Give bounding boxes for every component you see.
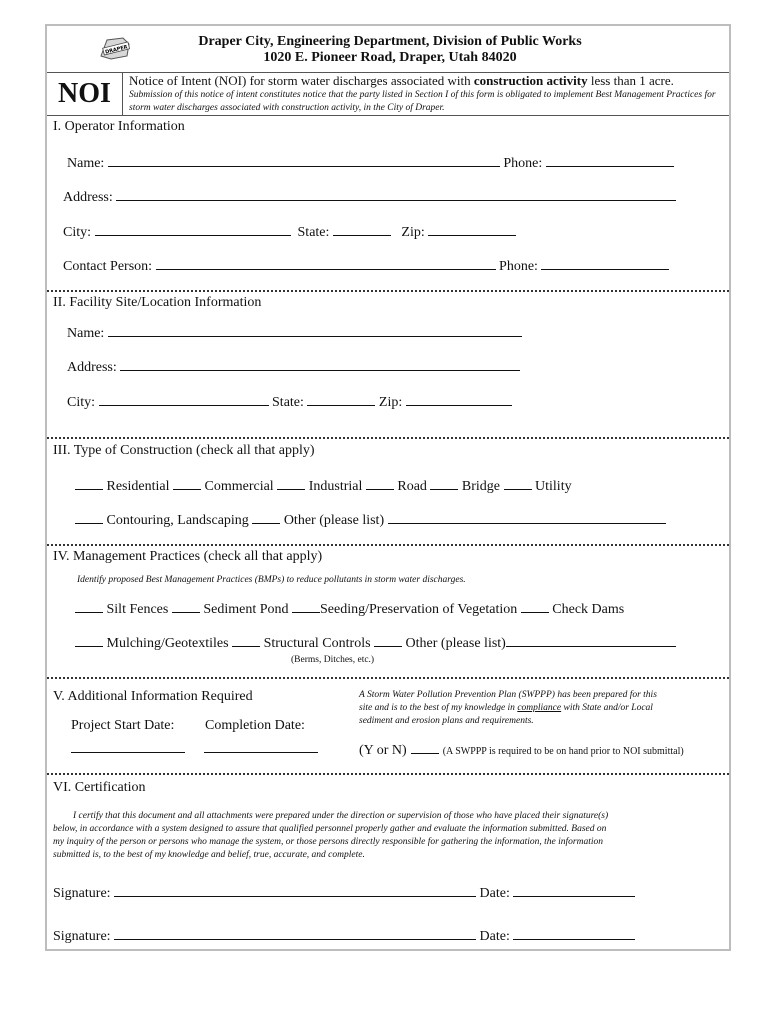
sediment-pond-label: Sediment Pond: [203, 602, 289, 617]
contouring-label: Contouring, Landscaping: [106, 513, 249, 528]
industrial-checkbox[interactable]: [277, 477, 305, 490]
commercial-checkbox[interactable]: [173, 477, 201, 490]
contact-phone-field[interactable]: [541, 257, 669, 270]
bmp-instruction: Identify proposed Best Management Practices (BMPs) to reduce pollutants in storm water discharges.: [77, 575, 466, 585]
certification-line-3: my inquiry of the person or persons who manage the system, or those persons directly responsible for gathering the information, the information: [53, 837, 603, 847]
swppp-yn-row: [359, 741, 684, 759]
structural-controls-note: (Berms, Ditches, etc.): [291, 655, 375, 665]
construction-type-row-2: [75, 511, 666, 529]
date-label-1: Date:: [479, 886, 510, 901]
signature-row-1: [53, 884, 635, 902]
contact-person-field[interactable]: [156, 257, 496, 270]
other-bmp-checkbox[interactable]: [374, 634, 402, 647]
commercial-label: Commercial: [204, 479, 274, 494]
seeding-checkbox[interactable]: [292, 600, 320, 613]
start-date-label: Project Start Date:: [71, 718, 175, 733]
operator-state-label: State:: [297, 225, 330, 240]
section-divider-4: [47, 677, 729, 679]
operator-address-row: [63, 188, 676, 206]
operator-name-field[interactable]: [108, 154, 500, 167]
facility-name-field[interactable]: [108, 324, 522, 337]
bmp-row-2: [75, 634, 676, 652]
signature-field-2[interactable]: [114, 927, 476, 940]
residential-label: Residential: [106, 479, 170, 494]
noi-form-page: [45, 24, 731, 951]
swppp-line-3: sediment and erosion plans and requirements.: [359, 716, 534, 726]
bridge-checkbox[interactable]: [430, 477, 458, 490]
operator-zip-field[interactable]: [428, 223, 516, 236]
construction-type-row-1: [75, 477, 572, 495]
residential-checkbox[interactable]: [75, 477, 103, 490]
section-divider-2: [47, 437, 729, 439]
mulching-label: Mulching/Geotextiles: [106, 636, 229, 651]
completion-date-field[interactable]: [204, 740, 318, 753]
operator-name-row: [67, 154, 674, 172]
date-label-2: Date:: [479, 929, 510, 944]
signature-field-1[interactable]: [114, 884, 476, 897]
road-label: Road: [397, 479, 427, 494]
header-bottom-rule: [123, 115, 729, 116]
certification-line-4: submitted is, to the best of my knowledge and belief, true, accurate, and complete.: [53, 850, 365, 860]
mulching-checkbox[interactable]: [75, 634, 103, 647]
other-construction-label: Other (please list): [283, 513, 385, 528]
noi-badge: NOI: [47, 72, 123, 116]
section-2-title: II. Facility Site/Location Information: [53, 295, 262, 310]
sediment-pond-checkbox[interactable]: [172, 600, 200, 613]
facility-zip-label: Zip:: [378, 395, 403, 410]
facility-state-field[interactable]: [307, 393, 375, 406]
bmp-row-1: [75, 600, 624, 618]
operator-city-row: [63, 223, 516, 241]
swppp-line-2: site and is to the best of my knowledge in compliance with State and/or Local: [359, 703, 653, 713]
silt-fences-checkbox[interactable]: [75, 600, 103, 613]
operator-city-label: City:: [63, 225, 92, 240]
structural-controls-checkbox[interactable]: [232, 634, 260, 647]
date-field-2[interactable]: [513, 927, 635, 940]
other-construction-checkbox[interactable]: [252, 511, 280, 524]
operator-zip-label: Zip:: [401, 225, 425, 240]
section-4-title: IV. Management Practices (check all that apply): [53, 549, 323, 564]
signature-label-2: Signature:: [53, 929, 111, 944]
contact-phone-label: Phone:: [499, 259, 538, 274]
facility-city-field[interactable]: [99, 393, 269, 406]
contact-person-label: Contact Person:: [63, 259, 153, 274]
swppp-line-1: A Storm Water Pollution Prevention Plan (SWPPP) has been prepared for this: [359, 690, 657, 700]
operator-phone-label: Phone:: [503, 156, 543, 171]
agency-title: Draper City, Engineering Department, Division of Public Works: [198, 34, 582, 49]
facility-address-label: Address:: [67, 360, 117, 375]
facility-city-row: [67, 393, 512, 411]
section-3-title: III. Type of Construction (check all that apply): [53, 443, 315, 458]
operator-city-field[interactable]: [95, 223, 291, 236]
section-5-title: V. Additional Information Required: [53, 689, 253, 704]
bridge-label: Bridge: [461, 479, 501, 494]
other-construction-field[interactable]: [388, 511, 666, 524]
certification-line-2: below, in accordance with a system designed to assure that qualified personnel properly gather and evaluate the information submitted. Based on: [53, 824, 607, 834]
signature-label-1: Signature:: [53, 886, 111, 901]
seeding-label: Seeding/Preservation of Vegetation: [320, 602, 518, 617]
completion-date-label: Completion Date:: [205, 718, 305, 733]
operator-state-field[interactable]: [333, 223, 391, 236]
agency-address: 1020 E. Pioneer Road, Draper, Utah 84020: [263, 50, 517, 65]
facility-address-field[interactable]: [120, 358, 520, 371]
section-divider-3: [47, 544, 729, 546]
start-date-field[interactable]: [71, 740, 185, 753]
operator-name-label: Name:: [67, 156, 105, 171]
contouring-checkbox[interactable]: [75, 511, 103, 524]
operator-address-label: Address:: [63, 190, 113, 205]
logo-text: DRAPER: [104, 44, 129, 56]
industrial-label: Industrial: [308, 479, 363, 494]
other-bmp-label: Other (please list): [405, 636, 506, 651]
swppp-note: (A SWPPP is required to be on hand prior to NOI submittal): [442, 746, 684, 757]
notice-of-intent-text: Notice of Intent (NOI) for storm water discharges associated with construction activity less than 1 acre.: [129, 73, 674, 88]
facility-address-row: [67, 358, 520, 376]
operator-phone-field[interactable]: [546, 154, 674, 167]
section-divider-5: [47, 773, 729, 775]
facility-name-label: Name:: [67, 326, 105, 341]
certification-line-1: I certify that this document and all attachments were prepared under the direction or supervision of those who have placed their signature(s): [73, 811, 609, 821]
utility-checkbox[interactable]: [504, 477, 532, 490]
facility-state-label: State:: [272, 395, 304, 410]
facility-zip-field[interactable]: [406, 393, 512, 406]
operator-address-field[interactable]: [116, 188, 676, 201]
signature-row-2: [53, 927, 635, 945]
structural-controls-label: Structural Controls: [263, 636, 371, 651]
swppp-yn-field[interactable]: [411, 741, 439, 754]
check-dams-label: Check Dams: [552, 602, 625, 617]
notice-italic-text: Submission of this notice of intent constitutes notice that the party listed in Section I of this form is obligated to implement Best Management Practices for storm water discharges associated with construction activity, in the City of Draper.: [129, 90, 716, 113]
section-1-title: I. Operator Information: [53, 119, 185, 134]
section-divider-1: [47, 290, 729, 292]
section-6-title: VI. Certification: [53, 780, 146, 795]
silt-fences-label: Silt Fences: [106, 602, 169, 617]
yn-label: (Y or N): [359, 743, 407, 758]
facility-city-label: City:: [67, 395, 96, 410]
other-bmp-field[interactable]: [506, 634, 676, 647]
facility-name-row: [67, 324, 522, 342]
date-field-1[interactable]: [513, 884, 635, 897]
check-dams-checkbox[interactable]: [521, 600, 549, 613]
utility-label: Utility: [535, 479, 572, 494]
contact-person-row: [63, 257, 669, 275]
road-checkbox[interactable]: [366, 477, 394, 490]
